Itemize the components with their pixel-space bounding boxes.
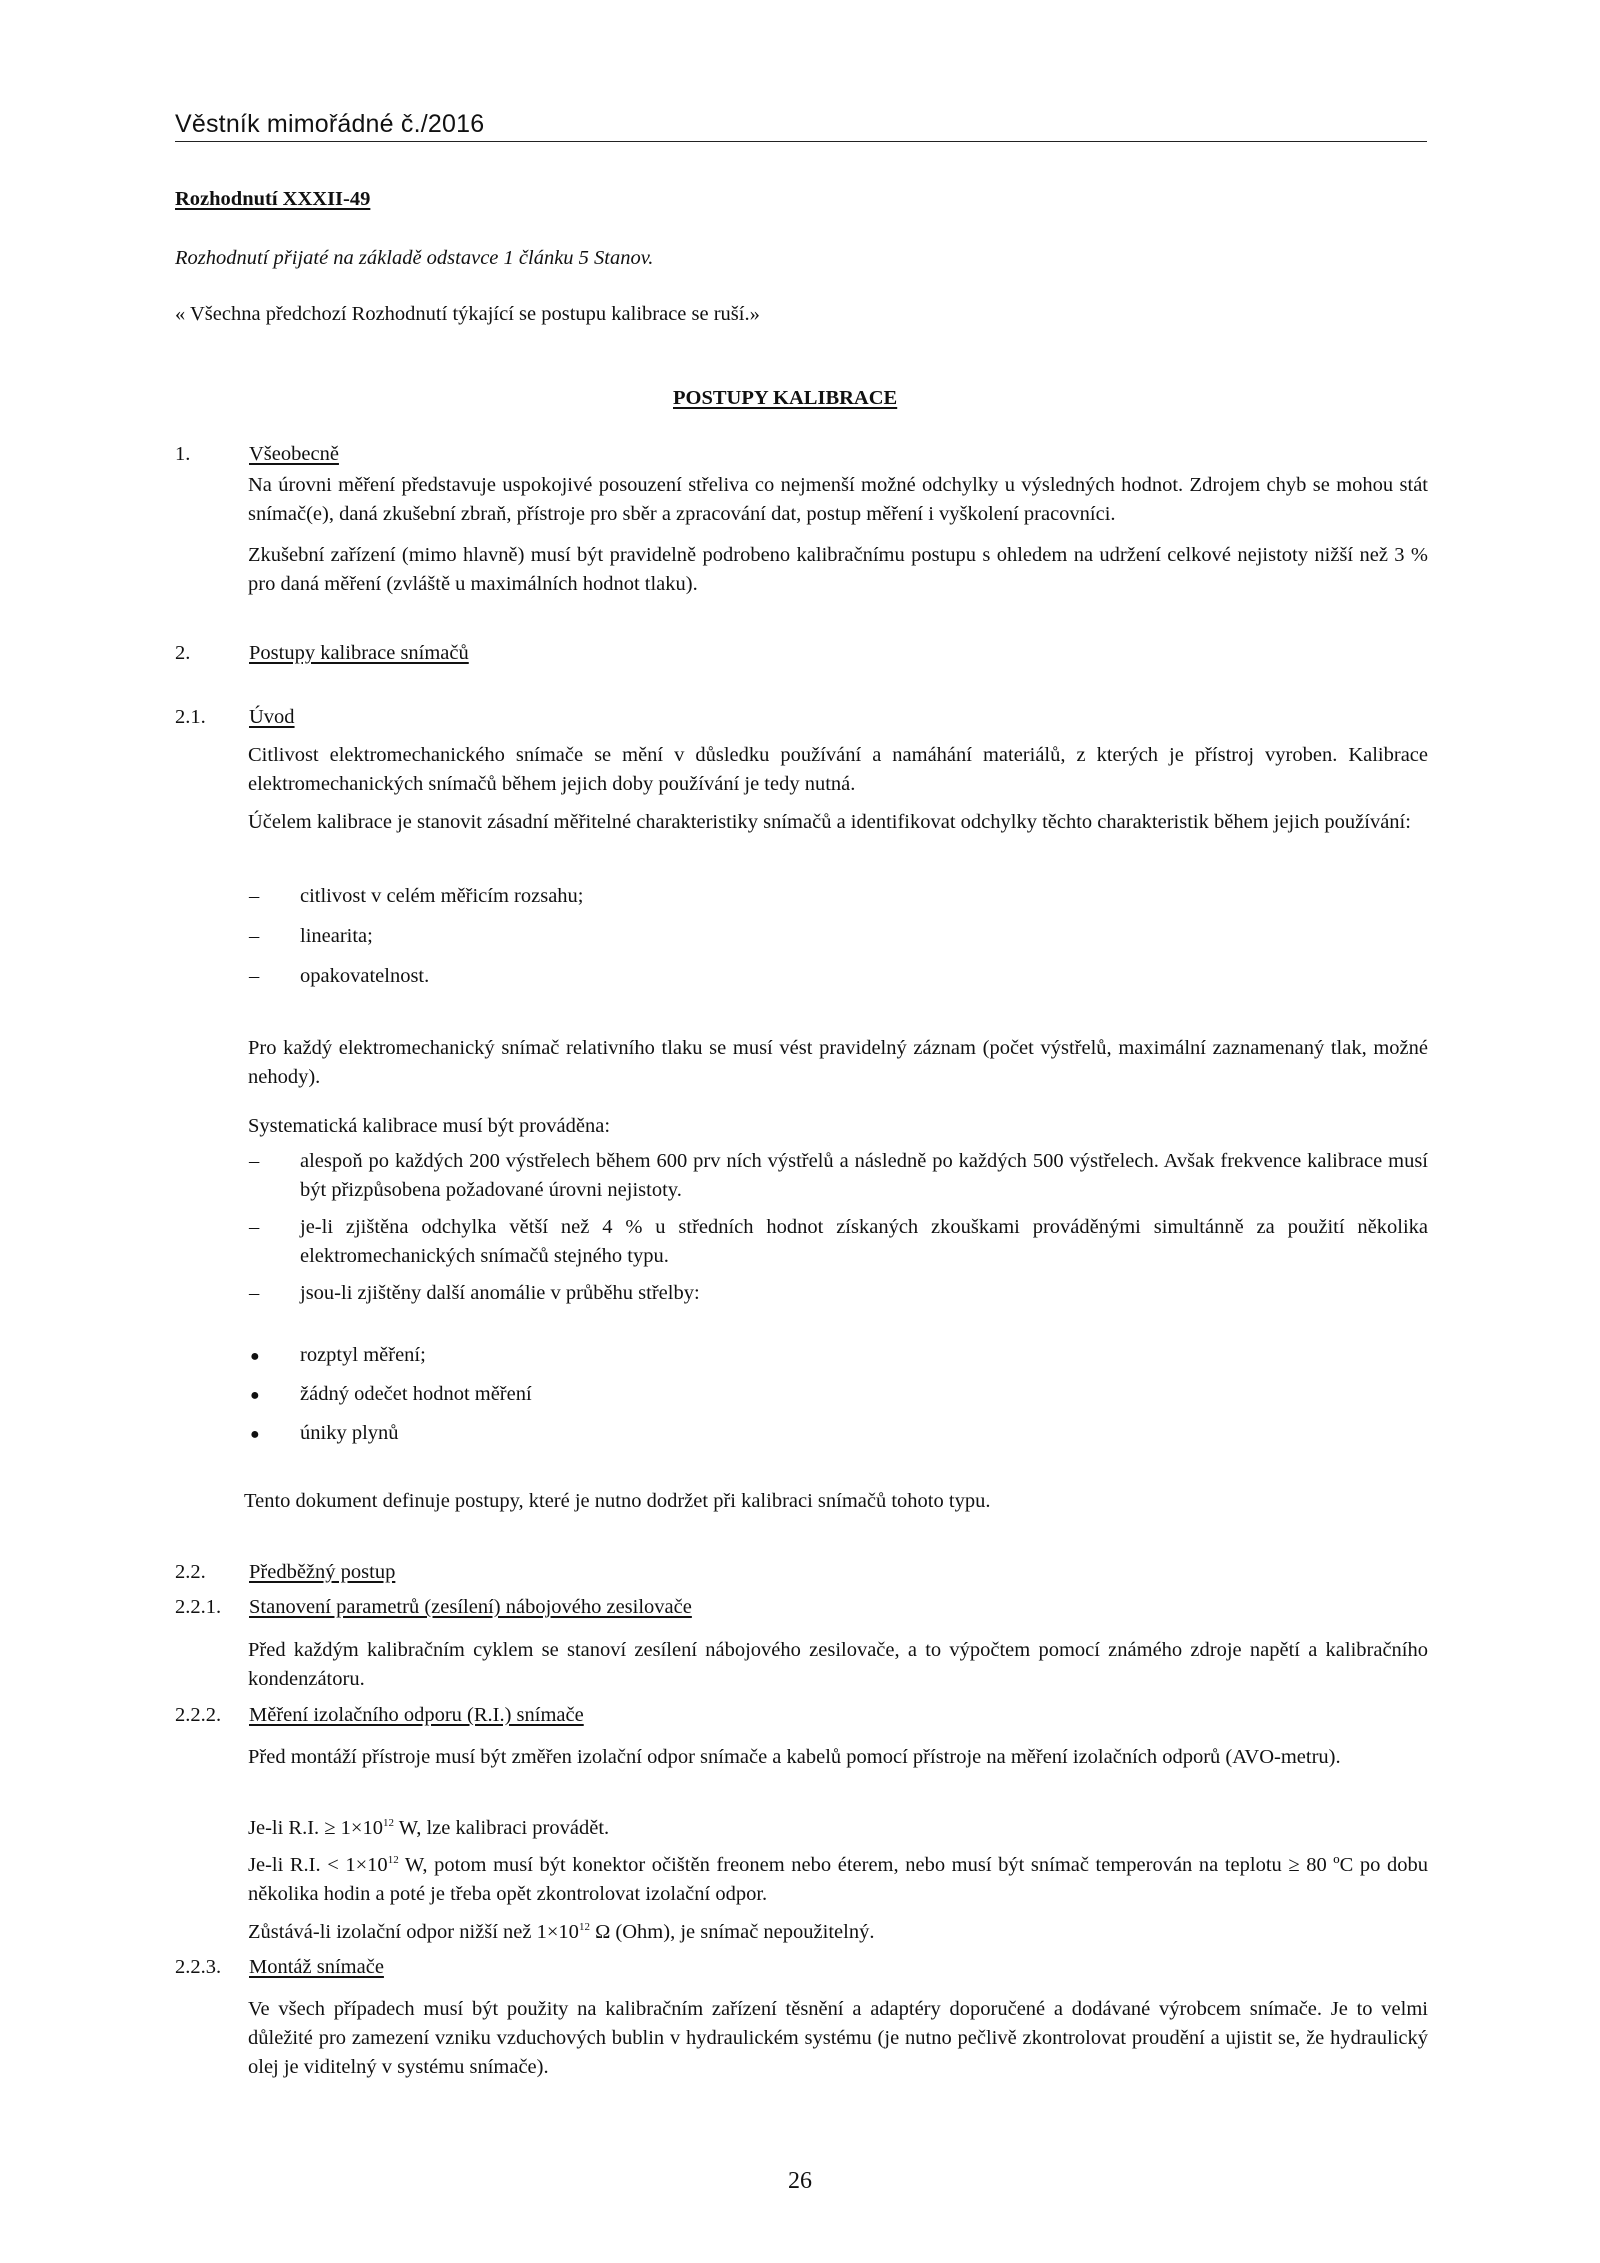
bullet-icon: ●: [250, 1348, 260, 1365]
list-dash: –: [249, 965, 260, 987]
bullet-icon: ●: [250, 1426, 260, 1443]
section-title: Všeobecně: [249, 443, 339, 465]
section-number: 2.: [175, 642, 191, 664]
decision-title: Rozhodnutí XXXII-49: [175, 188, 371, 210]
bullet-icon: ●: [250, 1387, 260, 1404]
paragraph: Je-li R.I. < $1\times 10^{12}$ W, potom musí být konektor očištěn freonem nebo éterem, nebo musí být snímač temperován na teplotu ≥ 80 ºC po dobu několika hodin a poté je třeba opět zkontrolovat izolační odpor.: [248, 1854, 1428, 1905]
list-item: žádný odečet hodnot měření: [300, 1383, 532, 1405]
running-header: Věstník mimořádné č./2016: [175, 110, 1427, 142]
list-dash: –: [249, 1150, 260, 1172]
paragraph: Citlivost elektromechanického snímače se mění v důsledku používání a namáhání materiálů, z kterých je přístroj vyroben. Kalibrace elektromechanických snímačů během jejich doby používání je tedy nutná.: [248, 744, 1428, 795]
section-title: Stanovení parametrů (zesílení) nábojového zesilovače: [249, 1596, 692, 1618]
decision-subtitle: Rozhodnutí přijaté na základě odstavce 1 článku 5 Stanov.: [175, 247, 654, 269]
section-number: 2.2.1.: [175, 1596, 222, 1618]
list-dash: –: [249, 925, 260, 947]
section-title: Úvod: [249, 706, 295, 728]
paragraph: Je-li R.I. ≥ $1\times 10^{12}$ W, lze kalibraci provádět.: [248, 1817, 610, 1839]
list-item: je-li zjištěna odchylka větší než 4 % u středních hodnot získaných zkouškami prováděnými simultánně za použití několika elektromechanických snímačů stejného typu.: [300, 1216, 1428, 1267]
paragraph: Tento dokument definuje postupy, které je nutno dodržet při kalibraci snímačů tohoto typu.: [244, 1490, 991, 1512]
list-item: jsou-li zjištěny další anomálie v průběhu střelby:: [300, 1282, 700, 1304]
list-item: opakovatelnost.: [300, 965, 430, 987]
section-title: Předběžný postup: [249, 1561, 396, 1583]
section-number: 2.2.2.: [175, 1704, 222, 1726]
paragraph: Účelem kalibrace je stanovit zásadní měřitelné charakteristiky snímačů a identifikovat odchylky těchto charakteristik během jejich používání:: [248, 811, 1411, 833]
paragraph: Zůstává-li izolační odpor nižší než $1\times 10^{12}$ Ω (Ohm), je snímač nepoužitelný.: [248, 1921, 875, 1943]
list-item: citlivost v celém měřicím rozsahu;: [300, 885, 584, 907]
section-number: 2.1.: [175, 706, 206, 728]
paragraph: Pro každý elektromechanický snímač relativního tlaku se musí vést pravidelný záznam (počet výstřelů, maximální zaznamenaný tlak, možné nehody).: [248, 1037, 1428, 1088]
paragraph: Na úrovni měření představuje uspokojivé posouzení střeliva co nejmenší možné odchylky u výsledných hodnot. Zdrojem chyb se mohou stát snímač(e), daná zkušební zbraň, přístroje pro sběr a zpracování dat, postup měření i vyškolení pracovníci.: [248, 474, 1428, 525]
list-dash: –: [249, 1216, 260, 1238]
paragraph: Před montáží přístroje musí být změřen izolační odpor snímače a kabelů pomocí přístroje na měření izolačních odporů (AVO-metru).: [248, 1746, 1341, 1768]
section-title: Postupy kalibrace snímačů: [249, 642, 469, 664]
paragraph: Před každým kalibračním cyklem se stanoví zesílení nábojového zesilovače, a to výpočtem pomocí známého zdroje napětí a kalibračního kondenzátoru.: [248, 1639, 1428, 1690]
list-item: linearita;: [300, 925, 373, 947]
section-number: 2.2.: [175, 1561, 206, 1583]
paragraph: Ve všech případech musí být použity na kalibračním zařízení těsnění a adaptéry doporučené a dodávané výrobcem snímače. Je to velmi důležité pro zamezení vzniku vzduchových bublin v hydraulickém systému (je nutno pečlivě zkontrolovat proudění a ujistit se, že hydraulický olej je viditelný v systému snímače).: [248, 1998, 1428, 2078]
decision-quote: « Všechna předchozí Rozhodnutí týkající se postupu kalibrace se ruší.»: [175, 303, 760, 325]
section-title: Měření izolačního odporu (R.I.) snímače: [249, 1704, 584, 1726]
section-title: Montáž snímače: [249, 1956, 384, 1978]
main-title: POSTUPY KALIBRACE: [673, 387, 898, 409]
page-number: 26: [788, 2168, 812, 2194]
list-item: alespoň po každých 200 výstřelech během 600 prv ních výstřelů a následně po každých 500 výstřelech. Avšak frekvence kalibrace musí být přizpůsobena požadované úrovni nejistoty.: [300, 1150, 1428, 1201]
paragraph: Zkušební zařízení (mimo hlavně) musí být pravidelně podrobeno kalibračnímu postupu s ohledem na udržení celkové nejistoty nižší než 3 % pro daná měření (zvláště u maximálních hodnot tlaku).: [248, 544, 1428, 595]
paragraph: Systematická kalibrace musí být prováděna:: [248, 1115, 611, 1137]
list-dash: –: [249, 885, 260, 907]
list-item: úniky plynů: [300, 1422, 399, 1444]
section-number: 2.2.3.: [175, 1956, 222, 1978]
list-item: rozptyl měření;: [300, 1344, 426, 1366]
section-number: 1.: [175, 443, 191, 465]
list-dash: –: [249, 1282, 260, 1304]
